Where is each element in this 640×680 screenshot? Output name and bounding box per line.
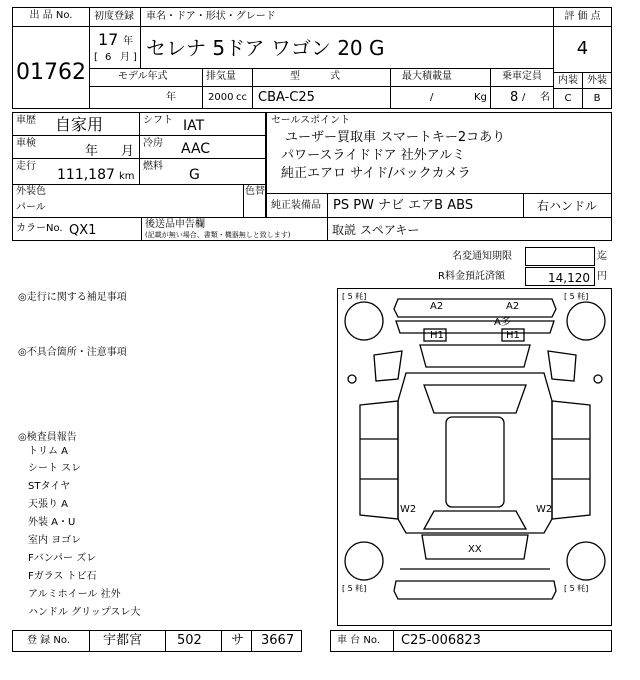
roof: [446, 417, 504, 507]
history-value: 自家用: [55, 115, 104, 134]
defect-notes-label: ◎不具合箇所・注意事項: [18, 347, 127, 358]
damage-mark: W2: [536, 504, 553, 515]
score-label: 評 価 点: [564, 11, 601, 22]
color-change-label: 色替: [245, 186, 265, 197]
ac-label: 冷房: [143, 138, 163, 149]
left-side-panels: [360, 401, 398, 519]
equipment-value: PS PW ナビ エアB ABS: [333, 198, 474, 213]
damage-mark: XX: [468, 544, 482, 555]
inspection-month-unit: 月: [121, 144, 135, 159]
right-side-panels: [552, 401, 590, 519]
equipment-box: [266, 193, 612, 218]
damage-mark: A多: [494, 317, 511, 328]
score-value: 4: [576, 38, 589, 59]
recycle-fee-unit: 円: [597, 271, 607, 282]
removal-box: [327, 217, 612, 241]
capacity-unit: 名: [540, 92, 550, 103]
chassis-label: 車 台 No.: [337, 635, 380, 646]
shift-label: シフト: [143, 115, 173, 126]
registration-number: 3667: [261, 633, 295, 648]
fuel-value: G: [189, 167, 200, 183]
registration-year: 17: [98, 30, 119, 49]
tire-rear-left: [345, 542, 383, 580]
inspector-item: Fガラス トビ石: [28, 571, 97, 582]
registration-area: 宇都宮: [103, 633, 143, 648]
inspector-item: ハンドル グリップスレ大: [28, 607, 141, 618]
tire-depth-front-left: [ 5 粍]: [342, 292, 367, 301]
chassis-number: C25-006823: [401, 633, 481, 648]
model-type: CBA-C25: [258, 90, 315, 105]
tire-depth-rear-left: [ 5 粍]: [342, 584, 367, 593]
color-number-label: カラーNo.: [16, 223, 63, 234]
max-load-label: 最大積載量: [402, 71, 452, 82]
tire-depth-front-right: [ 5 粍]: [564, 292, 589, 301]
car-name-label: 車名・ドア・形状・グレード: [146, 11, 276, 22]
exterior-label: 外装: [587, 75, 607, 86]
tire-depth-rear-right: [ 5 粍]: [564, 584, 589, 593]
ac-value: AAC: [181, 141, 211, 157]
sales-point-line: 純正エアロ サイド/バックカメラ: [281, 166, 471, 181]
capacity-separator: /: [522, 92, 526, 103]
notice-deadline-label: 名変通知期限: [452, 251, 512, 262]
load-unit: Kg: [474, 92, 487, 103]
color-number-box: [12, 217, 328, 241]
documents-note: (記載が無い場合、書類・機器無しと致します): [145, 231, 291, 239]
damage-mark: W2: [400, 504, 417, 515]
registration-label: 登 録 No.: [27, 635, 70, 646]
hood: [420, 345, 530, 367]
inspector-item: 外装 A・U: [28, 517, 76, 528]
damage-mark: A2: [430, 301, 444, 312]
rear-bumper: [394, 581, 556, 599]
recycle-fee-value: 14,120: [548, 271, 590, 285]
registration-box: [12, 630, 302, 652]
first-registration-label: 初度登録: [94, 11, 134, 22]
inspection-label: 車検: [16, 138, 36, 149]
inspector-item: Fバンパー ズレ: [28, 553, 97, 564]
recycle-fee-box: [525, 267, 595, 286]
mileage-value: 111,187: [57, 167, 115, 183]
recycle-fee-label: R料金預託済額: [438, 271, 505, 282]
exterior-color-value: パール: [16, 202, 46, 213]
tire-front-right: [567, 302, 605, 340]
lot-number: 01762: [16, 60, 86, 85]
inspector-item: 天張り A: [28, 499, 69, 510]
registration-year-unit: 年: [123, 36, 133, 47]
front-bumper: [394, 299, 556, 317]
shift-value: IAT: [183, 118, 205, 134]
color-box: [12, 184, 266, 218]
interior-grade: C: [564, 93, 572, 104]
inspector-item: アルミホイール 社外: [28, 589, 121, 600]
damage-mark: H1: [506, 330, 520, 341]
tire-front-left: [345, 302, 383, 340]
equipment-label: 純正装備品: [271, 200, 321, 211]
rear-window: [424, 511, 526, 529]
inspection-year-unit: 年: [85, 144, 99, 159]
model-year-label: モデル年式: [118, 71, 168, 82]
capacity-value: 8: [510, 90, 519, 105]
notice-deadline-unit: 迄: [597, 251, 607, 262]
capacity-label: 乗車定員: [502, 71, 542, 82]
lot-number-box: [12, 7, 90, 109]
inspector-item: シート スレ: [28, 463, 82, 474]
car-name: セレナ 5ドア ワゴン 20 G: [146, 36, 385, 60]
lot-number-label: 出 品 No.: [29, 10, 73, 21]
body-outline: [398, 373, 552, 533]
exterior-color-label: 外装色: [16, 186, 46, 197]
inspector-item: STタイヤ: [28, 481, 71, 492]
type-label: 型 式: [290, 71, 340, 82]
inspector-item: トリム A: [28, 446, 69, 457]
inspector-report-label: ◎検査員報告: [18, 432, 77, 443]
sales-point-label: セールスポイント: [271, 115, 351, 126]
mileage-label: 走行: [16, 161, 36, 172]
damage-diagram: [337, 288, 612, 626]
details-box: [12, 112, 266, 185]
registration-month: 6: [105, 52, 112, 63]
sales-point-line: パワースライドドア 社外アルミ: [281, 148, 466, 163]
handle-value: 右ハンドル: [537, 199, 598, 213]
displacement-label: 排気量: [206, 71, 236, 82]
driving-notes-label: ◎走行に関する補足事項: [18, 292, 127, 303]
inspector-item: 室内 ヨゴレ: [28, 535, 82, 546]
documents-label: 後送品申告欄: [145, 219, 205, 230]
displacement-value: 2000: [208, 92, 234, 103]
fuel-label: 燃料: [143, 161, 163, 172]
model-year-unit: 年: [166, 92, 176, 103]
mileage-unit: km: [119, 171, 135, 182]
registration-month-unit: 月: [120, 52, 130, 63]
damage-mark: H1: [430, 330, 444, 341]
notice-deadline-box: [525, 247, 595, 266]
windshield: [424, 385, 526, 413]
registration-class: 502: [177, 633, 202, 648]
score-box: [553, 7, 612, 109]
history-label: 車歴: [16, 115, 36, 126]
chassis-box: [330, 630, 612, 652]
exterior-grade: B: [593, 93, 601, 104]
color-number-value: QX1: [69, 223, 97, 238]
registration-kana: サ: [231, 633, 245, 648]
load-separator: /: [430, 92, 434, 103]
tire-rear-right: [567, 542, 605, 580]
displacement-unit: cc: [236, 92, 247, 103]
interior-label: 内装: [558, 75, 578, 86]
sales-point-line: ユーザー買取車 スマートキー2コあり: [285, 130, 506, 145]
damage-mark: A2: [506, 301, 520, 312]
removal-value: 取説 スペアキー: [332, 223, 420, 237]
car-info-box: 初度登録 車名・ドア・形状・グレード 17 年 [ 6 月 ] セレナ 5ドア ワゴン 20 G モデル年式 排気量 型 式 最大積載量 乗車定員 年 2000 cc CBA-C25 / Kg 8 / 名: [89, 7, 554, 109]
sales-point-box: [266, 112, 612, 194]
